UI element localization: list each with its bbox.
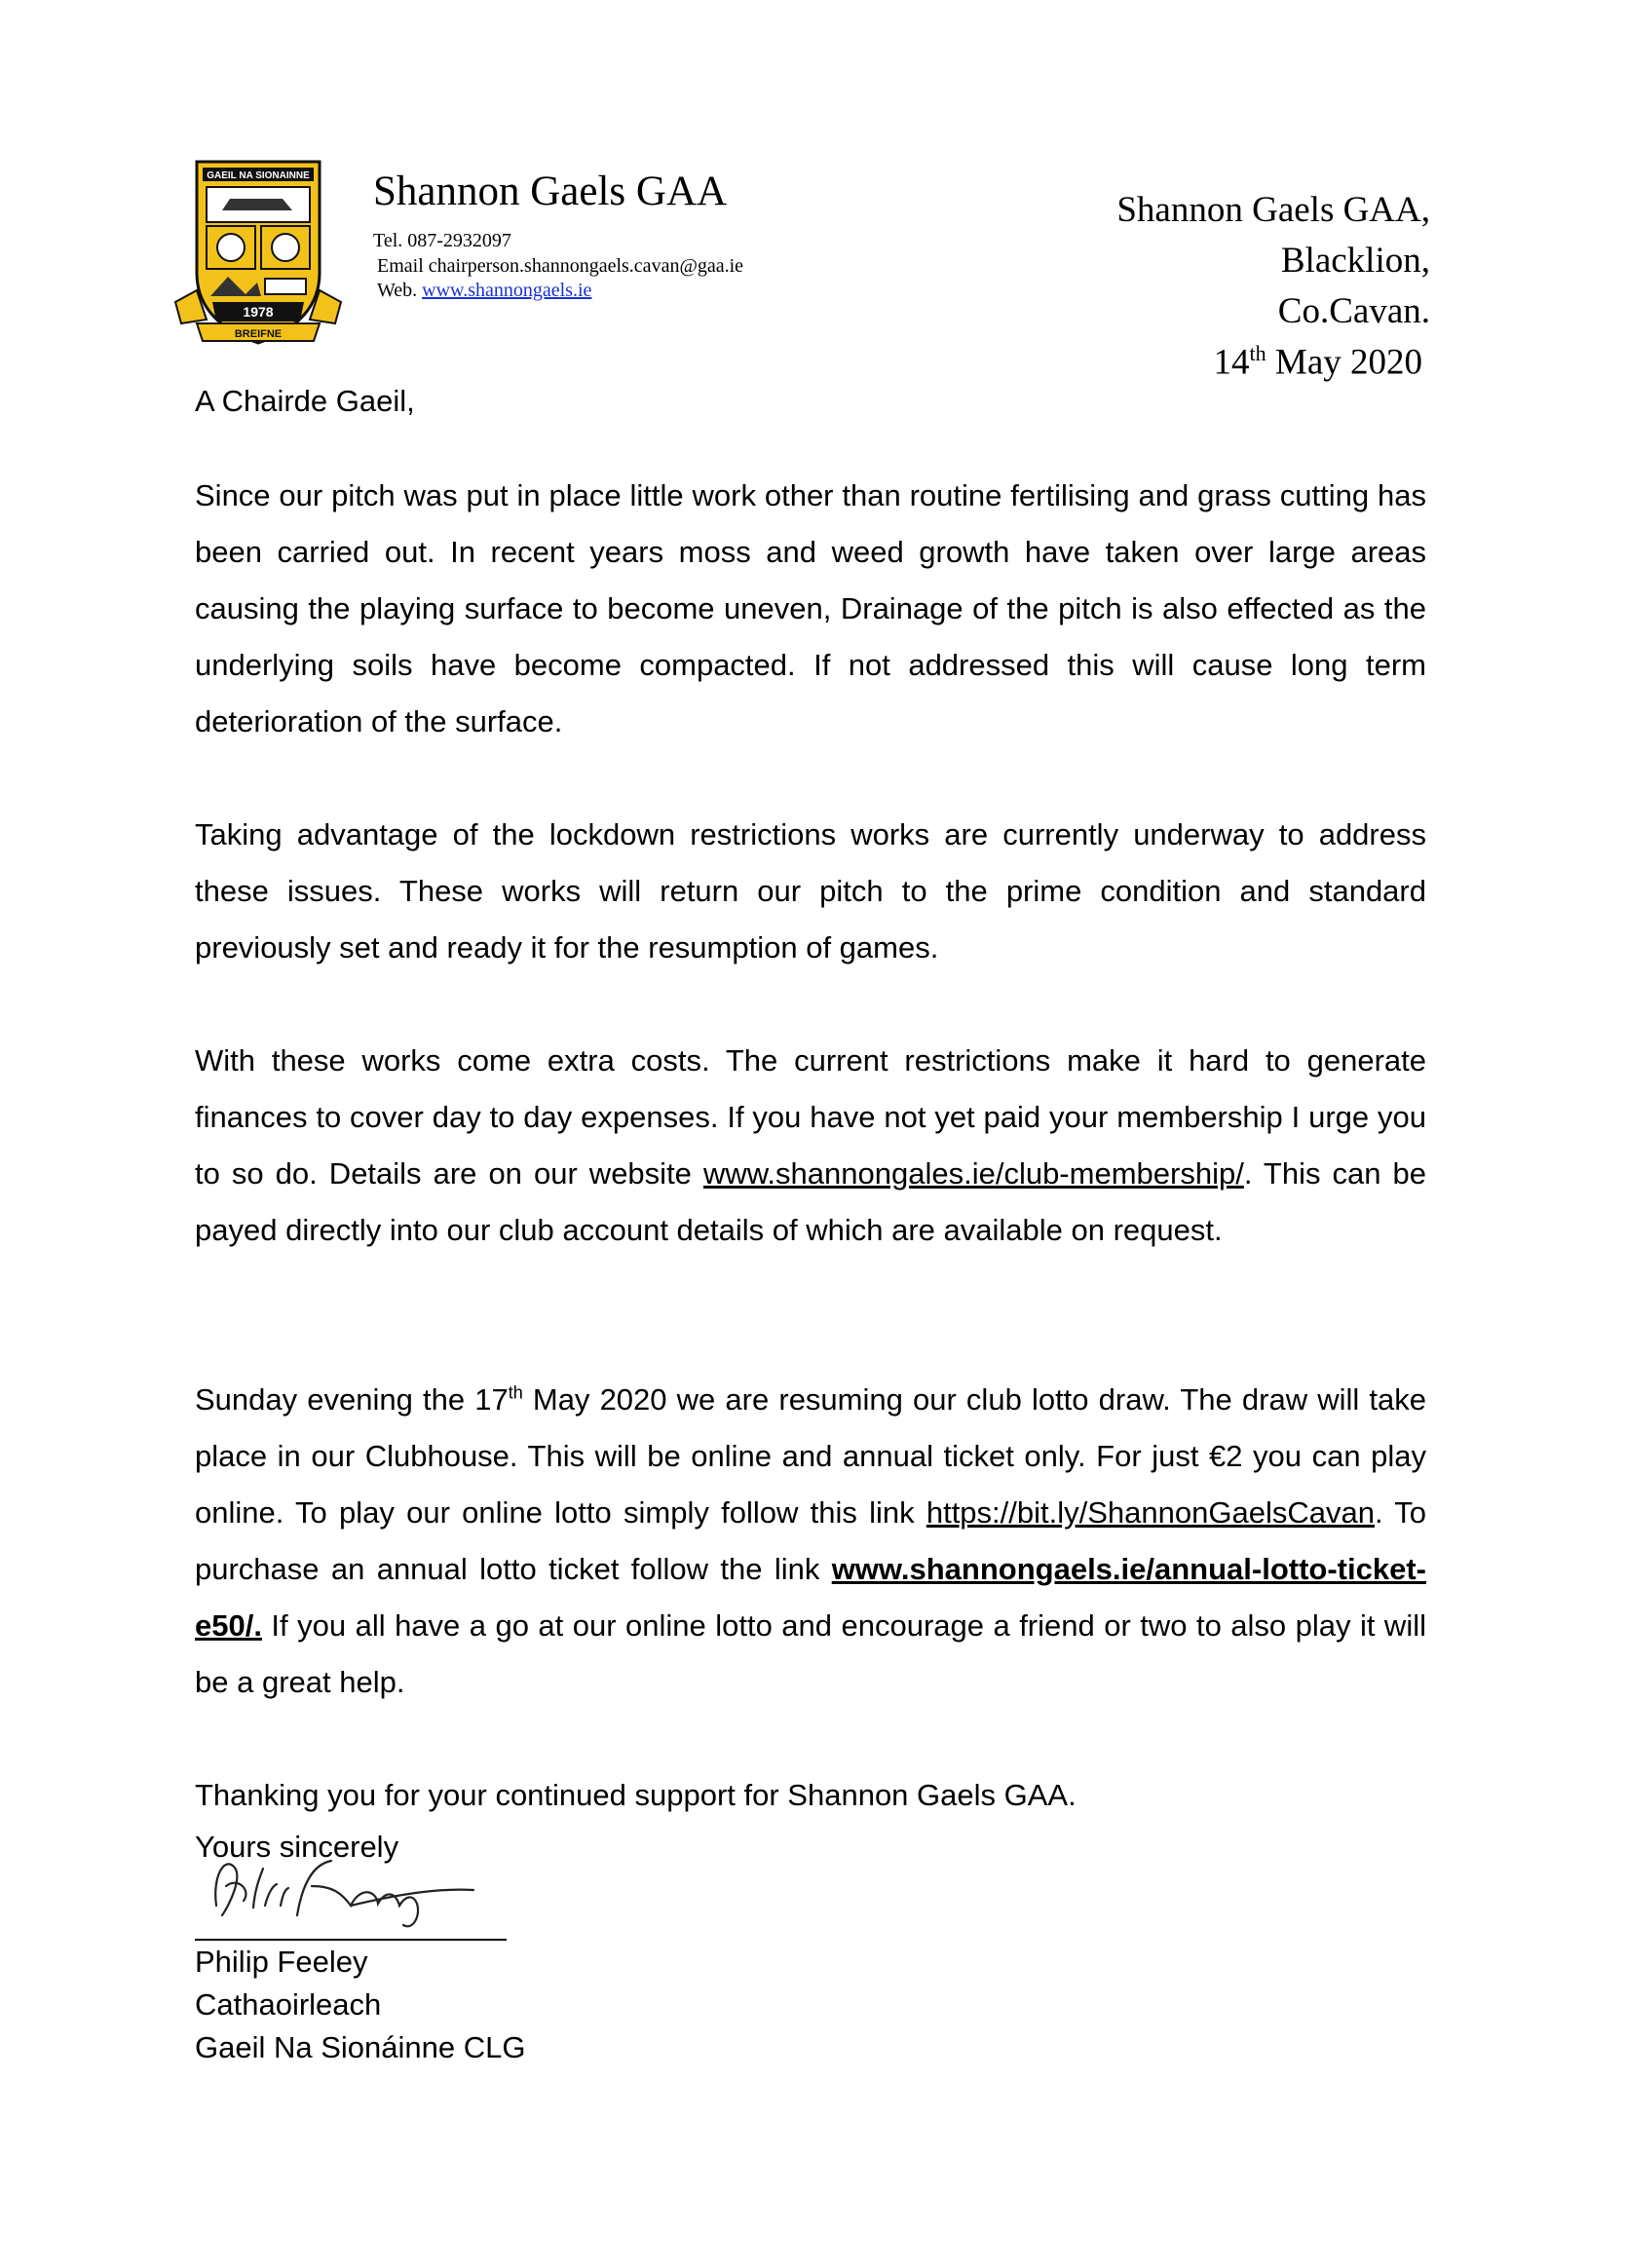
letter-date (1214, 341, 1422, 383)
membership-link[interactable]: www.shannongales.ie/club-membership/ (702, 1156, 1244, 1191)
letterhead-web (377, 280, 591, 302)
paragraph-thanks: Thanking you for your continued support for Shannon Gaels GAA. (195, 1778, 1077, 1812)
letterhead-tel: Tel. 087-2932097 (373, 230, 511, 251)
lotto-text-2: May 2020 we are resuming our club lotto draw. The draw will take place in our Clubhouse. This will be online and annual ticket only. For just €2 you can play online. To play our online lotto simply follow this link (195, 1382, 1426, 1530)
date-suffix: th (1249, 341, 1266, 365)
signature-line (195, 1939, 507, 1941)
web-label: Web. (377, 280, 418, 301)
website-link[interactable]: www.shannongaels.ie (422, 280, 592, 301)
crest-year: 1978 (243, 304, 274, 320)
costs-text-1: With these works come extra costs. The current restrictions make it hard to generate finances to cover day to day expenses. If you have not yet paid your membership I urge you to so do. Details are on our website (195, 1043, 1426, 1191)
paragraph-works: Taking advantage of the lockdown restrictions works are currently underway to address these issues. These works will return our pitch to the prime condition and standard previously set and ready it for the resumption of games. (195, 817, 1426, 964)
signatory-name: Philip Feeley (195, 1945, 368, 1979)
address-line-2: Blacklion, (1280, 241, 1430, 281)
handwritten-signature (205, 1847, 477, 1935)
paragraph-lotto (195, 1372, 1426, 1711)
salutation: A Chairde Gaeil, (195, 384, 415, 418)
paragraph-costs (195, 1033, 1426, 1259)
costs-text-2: . This can be payed directly into our club account details of which are available on request. (195, 1156, 1427, 1247)
valediction: Yours sincerely (195, 1830, 399, 1864)
paragraph-pitch: Since our pitch was put in place little work other than routine fertilising and grass cutting has been carried out. In recent years moss and weed growth have taken over large areas causing the playing surface to become uneven, Drainage of the pitch is also effected as the underlying soils have become compacted. If not addressed this will cause long term deterioration of the surface. (195, 478, 1426, 738)
signatory-org: Gaeil Na Sionáinne CLG (195, 2030, 526, 2064)
address-line-1: Shannon Gaels GAA, (1116, 190, 1430, 230)
lotto-text-4: If you all have a go at our online lotto and encourage a friend or two to also play it will be a great help. (195, 1608, 1426, 1699)
signatory-role: Cathaoirleach (195, 1987, 382, 2022)
crest-top-text: GAEIL NA SIONAINNE (207, 170, 310, 181)
club-crest-logo (168, 156, 349, 351)
online-lotto-link[interactable]: https://bit.ly/ShannonGaelsCavan (926, 1495, 1375, 1530)
letterhead-title: Shannon Gaels GAA (373, 169, 728, 214)
lotto-date-suffix: th (508, 1382, 523, 1403)
date-rest: May 2020 (1274, 342, 1422, 383)
address-line-3: Co.Cavan. (1277, 291, 1430, 331)
annual-ticket-link[interactable]: www.shannongaels.ie/annual-lotto-ticket-e50/. (195, 1552, 1426, 1643)
letterhead-email: Email chairperson.shannongaels.cavan@gaa.ie (377, 255, 744, 277)
lotto-text-1: Sunday evening the 17 (195, 1382, 509, 1417)
crest-bottom-text: BREIFNE (234, 328, 283, 340)
lotto-text-3: . To purchase an annual lotto ticket follow the link (195, 1495, 1427, 1586)
date-day: 14 (1213, 342, 1250, 383)
